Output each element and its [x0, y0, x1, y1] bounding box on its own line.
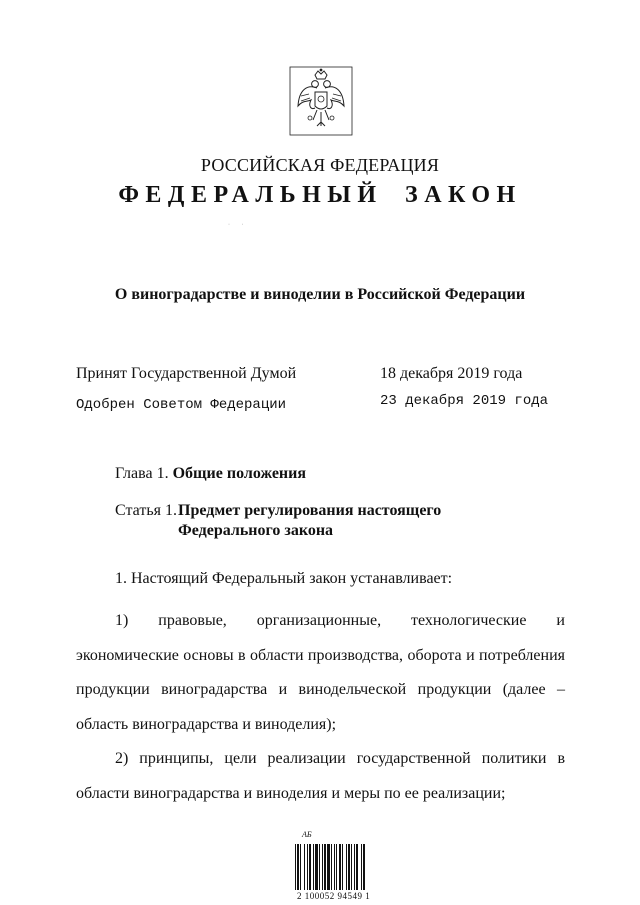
approved-label: Одобрен Советом Федерации [76, 397, 287, 413]
approved-date: 23 декабря 2019 года [380, 393, 549, 409]
faint-marks: · · [228, 222, 249, 228]
article-heading [115, 501, 442, 539]
paragraph-1: 1. Настоящий Федеральный закон устанавливает: [115, 570, 453, 587]
article-prefix: Статья 1. [115, 502, 177, 519]
barcode-icon [295, 844, 387, 890]
country-heading: РОССИЙСКАЯ ФЕДЕРАЦИЯ [200, 155, 440, 175]
coat-of-arms-icon [289, 66, 353, 136]
document-type-title: ФЕДЕРАЛЬНЫЙ ЗАКОН [118, 182, 522, 208]
law-subject-title: О виноградарстве и виноделии в Российской Федерации [114, 286, 526, 303]
paragraph-3: 2) принципы, цели реализации государственной политики в области виноградарства и виноделия и меры по ее реализации; [76, 750, 565, 802]
adopted-label: Принят Государственной Думой [76, 365, 297, 382]
initials: АБ [302, 830, 312, 839]
barcode-number: 2 100052 94549 1 [297, 891, 371, 901]
chapter-title: Общие положения [172, 465, 307, 482]
adopted-date: 18 декабря 2019 года [380, 365, 523, 382]
paragraph-2: 1) правовые, организационные, технологические и экономические основы в области производства, оборота и потребления продукции виноградарства и винодельческой продукции (далее – область виноградарства и виноделия); [76, 612, 565, 733]
chapter-prefix: Глава 1. [115, 465, 173, 482]
chapter-heading [115, 465, 306, 483]
article-title: Предмет регулирования настоящего Федерального закона [178, 502, 442, 539]
